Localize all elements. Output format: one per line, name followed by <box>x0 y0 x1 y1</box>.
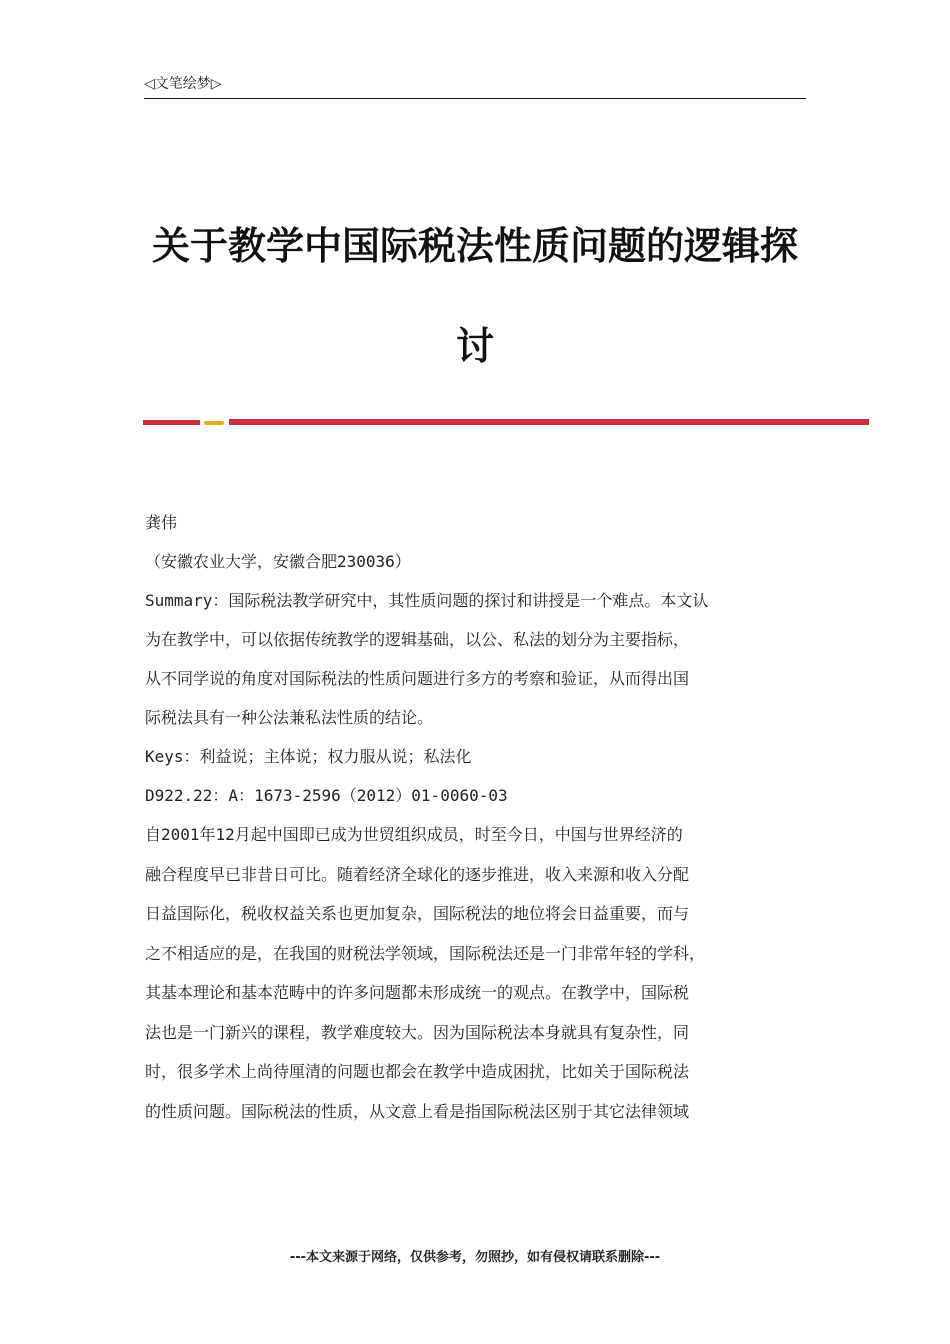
header-text: ◁文笔绘梦▷ <box>144 76 222 92</box>
divider-left-segment <box>143 420 200 425</box>
document-content <box>145 506 815 1134</box>
title-line-2: 讨 <box>455 323 494 368</box>
body-line: 的性质问题。国际税法的性质，从文意上看是指国际税法区别于其它法律领域 <box>145 1101 690 1121</box>
summary-paragraph <box>145 584 815 734</box>
body-line: 时，很多学术上尚待厘清的问题也都会在教学中造成困扰，比如关于国际税法 <box>145 1062 690 1081</box>
keywords: Keys：利益说；主体说；权力服从说；私法化 <box>145 747 472 766</box>
divider-accent <box>204 421 224 425</box>
summary-line: 从不同学说的角度对国际税法的性质问题进行多方的考察和验证，从而得出国 <box>145 669 690 688</box>
divider-right-segment <box>229 419 869 425</box>
summary-line: Summary：国际税法教学研究中，其性质问题的探讨和讲授是一个难点。本文认 <box>145 591 709 610</box>
classification-code: D922.22：A：1673-2596（2012）01-0060-03 <box>145 786 508 805</box>
body-line: 之不相适应的是，在我国的财税法学领域，国际税法还是一门非常年轻的学科， <box>145 943 706 963</box>
body-line: 融合程度早已非昔日可比。随着经济全球化的逐步推进，收入来源和收入分配 <box>145 864 690 884</box>
body-line: 其基本理论和基本范畴中的许多问题都未形成统一的观点。在教学中，国际税 <box>145 983 690 1002</box>
document-title <box>140 196 810 396</box>
author-affiliation: （安徽农业大学，安徽合肥230036） <box>145 552 411 571</box>
body-line: 自2001年12月起中国即已成为世贸组织成员，时至今日，中国与世界经济的 <box>145 825 683 844</box>
body-line: 法也是一门新兴的课程，教学难度较大。因为国际税法本身就具有复杂性，同 <box>145 1022 690 1042</box>
page-header <box>144 74 806 99</box>
author-name: 龚伟 <box>145 513 178 532</box>
summary-line: 际税法具有一种公法兼私法性质的结论。 <box>145 708 434 727</box>
title-line-1: 关于教学中国际税法性质问题的逻辑探 <box>151 223 798 268</box>
page-footer: ---本文来源于网络，仅供参考，勿照抄，如有侵权请联系删除--- <box>289 1250 661 1265</box>
decorative-divider <box>143 419 869 427</box>
summary-line: 为在教学中，可以依据传统教学的逻辑基础，以公、私法的划分为主要指标， <box>145 630 690 649</box>
body-line: 日益国际化，税收权益关系也更加复杂，国际税法的地位将会日益重要，而与 <box>145 904 690 923</box>
body-paragraph <box>145 818 815 1128</box>
